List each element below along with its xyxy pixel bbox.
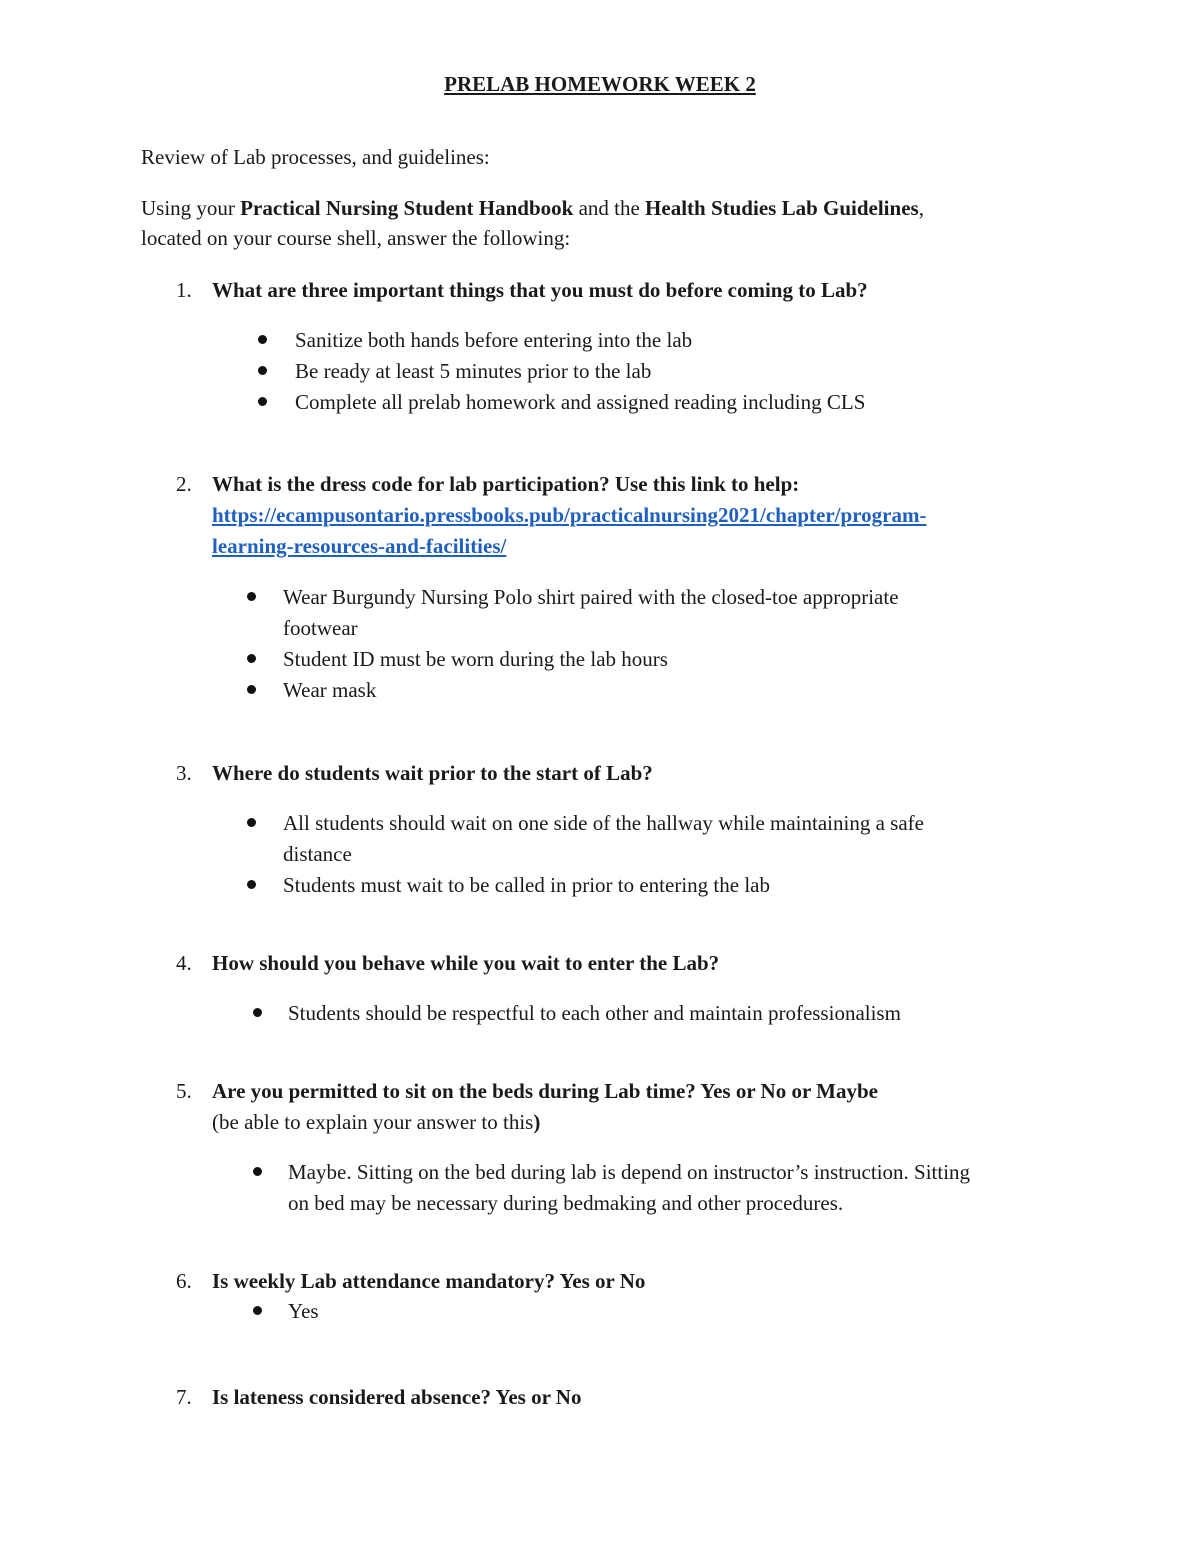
intro-text: and the [573,196,646,220]
page-title: PRELAB HOMEWORK WEEK 2 [444,72,756,96]
bullet-icon [247,818,256,827]
question-subtext-close: ) [533,1110,541,1134]
bullet-icon [247,592,256,601]
answer-item: Wear Burgundy Nursing Polo shirt paired with the closed-toe appropriate [283,585,899,609]
question-number: 3. [176,761,192,785]
question-text: Is lateness considered absence? Yes or No [212,1385,582,1409]
question-text: Where do students wait prior to the start of Lab? [212,761,653,785]
question-number: 6. [176,1269,192,1293]
handbook-name: Practical Nursing Student Handbook [240,196,574,220]
bullet-icon [247,880,256,889]
question-number: 5. [176,1079,192,1103]
answer-item-continuation: on bed may be necessary during bedmaking and other procedures. [288,1191,844,1215]
question-text: What are three important things that you must do before coming to Lab? [212,278,868,302]
bullet-icon [247,654,256,663]
dress-code-link[interactable]: learning-resources-and-facilities/ [212,534,507,558]
guidelines-name: Health Studies Lab Guidelines [645,196,919,220]
bullet-icon [253,1306,262,1315]
bullet-icon [258,335,267,344]
question-number: 7. [176,1385,192,1409]
intro-text: , [918,196,924,220]
question-text: Are you permitted to sit on the beds during Lab time? Yes or No or Maybe [212,1079,878,1103]
question-text: What is the dress code for lab participation? Use this link to help: [212,472,800,496]
answer-item: Yes [288,1299,319,1323]
bullet-icon [258,397,267,406]
bullet-icon [253,1008,262,1017]
answer-item-continuation: distance [283,842,352,866]
intro-line-2: located on your course shell, answer the following: [141,226,571,250]
answer-item: Wear mask [283,678,377,702]
answer-item: Complete all prelab homework and assigned reading including CLS [295,390,866,414]
question-number: 4. [176,951,192,975]
answer-item: Maybe. Sitting on the bed during lab is depend on instructor’s instruction. Sitting [288,1160,971,1184]
answer-item: All students should wait on one side of the hallway while maintaining a safe [283,811,924,835]
answer-item: Student ID must be worn during the lab hours [283,647,668,671]
bullet-icon [247,685,256,694]
answer-item: Students should be respectful to each other and maintain professionalism [288,1001,901,1025]
dress-code-link[interactable]: https://ecampusontario.pressbooks.pub/practicalnursing2021/chapter/program- [212,503,927,527]
answer-item-continuation: footwear [283,616,358,640]
question-number: 2. [176,472,192,496]
bullet-icon [258,366,267,375]
answer-item: Be ready at least 5 minutes prior to the lab [295,359,652,383]
question-subtext-body: (be able to explain your answer to this [212,1110,534,1134]
question-subtext [212,1110,540,1135]
answer-item: Students must wait to be called in prior to entering the lab [283,873,770,897]
intro-text: Using your [141,196,241,220]
question-number: 1. [176,278,192,302]
intro-line-1 [141,196,924,221]
question-text: How should you behave while you wait to enter the Lab? [212,951,720,975]
review-line: Review of Lab processes, and guidelines: [141,145,490,169]
bullet-icon [253,1167,262,1176]
answer-item: Sanitize both hands before entering into the lab [295,328,693,352]
question-text: Is weekly Lab attendance mandatory? Yes or No [212,1269,646,1293]
